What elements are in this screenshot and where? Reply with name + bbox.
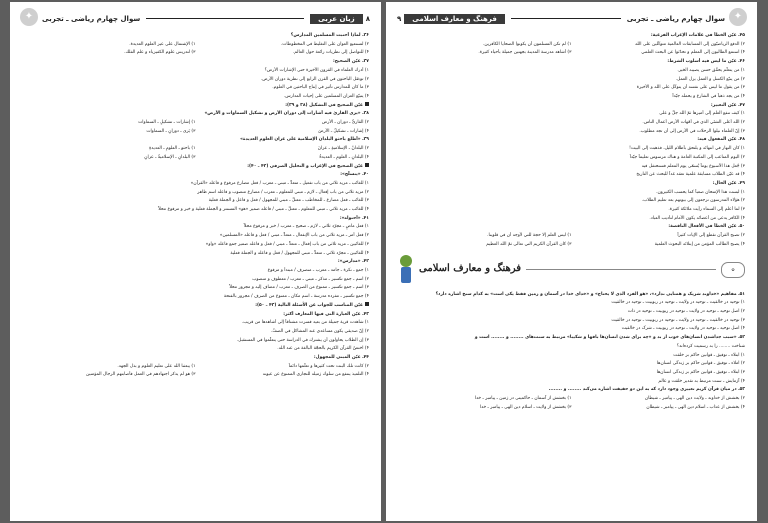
- answer-option: ۴) یتبیّع العزان المسلمین على إحیات المدارس.: [283, 93, 369, 99]
- question-list: [398, 32, 745, 515]
- question-stem: ۵۲ـ «سبب جداشدن انسان‌های خوب از بد و «چه برای شدن انسان‌ها بافها و شکیبا» مرتبط به سنت‌های ........ و ........ است و: [474, 335, 745, 341]
- option-row: [22, 371, 369, 380]
- square-bullet-icon: [365, 302, 369, 306]
- answer-option: ۲) من ینبّع الكسل و العمل یزل العمل.: [675, 76, 745, 82]
- answer-option: ۱) توحید در خالقیت ـ توحید در ولایت ـ توحید در ربوبیت ـ توحید در خالقیت: [611, 300, 745, 306]
- seal-icon: ✿: [721, 262, 745, 278]
- option-row: [22, 119, 369, 128]
- section-banner: [398, 253, 745, 287]
- option-row: [22, 49, 369, 58]
- question-stem: ۴۰ـ «یتسلّح»:: [340, 172, 369, 178]
- answer-option: ۳) لتدریس علوم الكفیزیاء و علم الفلك.: [124, 50, 196, 56]
- answer-option: ۲) القارئُ ـ دوران ـ الأرض: [321, 120, 369, 126]
- answer-option: ۲) اصل توحید ـ توحید در ولایت ـ توحید در ربوبیت ـ توحید در ذات: [627, 308, 745, 314]
- answer-option: ۱) یبعثنا الله علی تعلیم العلوم و بذل الجهد.: [117, 363, 196, 369]
- answer-option: ۲) فعل أمر ـ مزید ثلاثي من باب الإنفعال ـ متعدٍّ ـ مبني / فعل و فاعله «المسلمین»: [219, 233, 369, 239]
- header-divider: [511, 18, 621, 20]
- answer-option: ۴) التلمیذ ینتفع من سلوك زمیله للتجاري الممنوع عن عیونه: [262, 372, 369, 378]
- answer-option: ۴) یصبح الطالب المؤمن من إبتلائه البحوث العلمیة: [654, 241, 745, 247]
- answer-option: ۱) من یتعلّم یحقّق حسن یصیبه الخیر.: [677, 67, 745, 73]
- question-stem: ۳۹ـ «أطلع باحثو البلدان الإسلامیة على عزان العلوم العدیدة»: [240, 137, 369, 143]
- answer-option: شناخت ........ را به رسمیت کرده‌اند؟: [676, 343, 745, 349]
- answer-option: ۱) الإشتمال على عیز العلوم العدیدة.: [129, 41, 196, 47]
- answer-option: ۳) جُعل هذا الأسبوع یوماً یُسمّى یوم المعلم فستحتفل فیه: [641, 163, 745, 169]
- answer-option: ۱) ابتلاء ـ توفیق ـ قوانین حاکم بر خلقت: [673, 352, 745, 358]
- answer-option: ۲) توصّل الباحثون في القرن الرابع إلی نظریة دوران الأرض.: [260, 76, 369, 82]
- answer-option: ۴) للتواصل إلى نظریات رائعة حول العالم.: [292, 50, 369, 56]
- option-row: [22, 363, 369, 372]
- option-row: [22, 154, 369, 163]
- answer-option: ۱) شاهدت قریة جمیلة من بعید فسرت مشتاقاً إلی أشاهدها من قریب.: [241, 320, 369, 326]
- answer-option: ۲) الدفع الریاضیّون إلی المسابقات العالمیة متوكّلین على الله: [635, 41, 745, 47]
- answer-option: ۱) كیف تنفع العلم إلی أمیرها ثمّ الله جلّ و علی: [659, 111, 745, 117]
- question-stem: ۴۷ـ عیّن التعبیر:: [710, 102, 745, 108]
- header-title: فرهنگ و معارف اسلامی: [404, 14, 505, 24]
- answer-option: ۲) كانت تلك البنت تحت كثیرها و تعلّمها دائماً: [288, 363, 369, 369]
- question-stem: ۳۷ـ عیّن الصحیح:: [332, 59, 369, 65]
- section-heading-text: عیّن الصحیح في التشکیل (۳۸ و ۳۹):: [285, 102, 363, 108]
- question-stem: ۴۹ـ عیّن الحال:: [712, 180, 745, 186]
- header-subtitle: سوال چهارم ریاضی ـ تجربی: [626, 14, 725, 23]
- answer-option: ۱) كان النهار في انتهائه و یلتحق بأظلام اللیل، فذهبت إلی البیت!: [629, 146, 745, 152]
- right-page: [386, 2, 757, 521]
- answer-option: ۴) جمع تكسیر ـ مفرده مدرسة ـ اسم مكان ـ ممنوع من الصرف / مجرور بالفتحة: [223, 294, 369, 300]
- answer-option: ۱) باحثو ـ العلومِ ـ العدیدةِ: [149, 146, 196, 152]
- answer-option: ۳) إن الطلاب یحاولون أن یشترك في الدراسة حتی یتعلّموا في المستقبل.: [236, 337, 369, 343]
- option-row: [398, 41, 745, 50]
- answer-option: ۳) اسم ـ جمع تكسیر ـ ممنوع من الصرف ـ معرب / مضاف إلیه و مجرور محلاً: [229, 285, 369, 291]
- answer-option: ۳) توحید در خالقیت ـ توحید در ولایت ـ توحید در ربوبیت ـ توحید در خالقیت: [611, 317, 745, 323]
- square-bullet-icon: [365, 163, 369, 167]
- option-row: [22, 41, 369, 50]
- answer-option: ۲) بخشش از خداوند ـ ولایت دین الهی ـ پیامبر ـ شیطان: [644, 396, 745, 402]
- answer-option: ۳) أشاهد مدرسة المدینة بجهتین جمیلة بأحیاء كثیرة.: [478, 50, 572, 56]
- option-row: [398, 232, 745, 241]
- option-row: [398, 241, 745, 250]
- answer-option: ۱) بخشش از آسمان ـ حاکمیتی در زمین ـ پیامبر ـ خدا: [474, 396, 572, 402]
- answer-option: ۳) للغائب ـ فعل مضارع ـ للمخاطب ـ معتلّ ـ مبني للمجهول / فعل و فاعل و الجملة فعلیة: [208, 198, 369, 204]
- answer-option: ۳) من یقول ما لیس على نفسه أن یتوكّل على الله و الأخیرة: [636, 85, 745, 91]
- answer-option: ۱) للغائب ـ مزید ثلاثي من باب تفعیل ـ متعدٍّ ـ مبني ـ معرب / فعل مضارع مرفوع و فاعله «القرآن»: [190, 180, 369, 186]
- question-stem: ۳۶ـ لماذا أحتبت المسلمين المدارس؟: [290, 33, 369, 38]
- answer-option: ۴) اصل توحید ـ توحید در ولایت ـ توحید در ربوبیت ـ شرک در خالقیت: [621, 326, 745, 332]
- answer-option: ۲) لتستعیع العوان على التغلیظ في المخطوطات.: [280, 41, 369, 47]
- question-stem: ۴۳ـ عیّن العبارة التي فیها المعارف أكثر:: [283, 311, 369, 317]
- question-stem: ۴۶ـ عیّن ما لیس فیه أسلوب الشرط:: [667, 59, 745, 65]
- answer-option: ۲) البلدانُ ـ الإسلامیةِ ـ عزانَ: [317, 146, 369, 152]
- answer-option: ۴) اختصّ القرآن الكریم بالحجّة البالغة من عند الله.: [277, 346, 369, 352]
- answer-option: ۱) فعل ماضٍ ـ مجرّد ثلاثي ـ لازم ـ صحیح ـ معرب / خبر و مرفوع محلاً: [243, 224, 369, 230]
- character-illustration-icon: [398, 255, 414, 285]
- answer-option: ۳) للغائبین ـ مزید ثلاثي من باب إفعال ـ متعدٍّ ـ مبني / فعل و فاعله ضمیر جمع فاعله «واو»: [205, 241, 369, 247]
- answer-option: ۲) املاء ـ توفیق ـ قوانین حاکم بر زندگی انسان‌ها: [656, 361, 745, 367]
- answer-option: ۲) الیوم المتاعب إلی المكتبة العامة و هناك مرسوس تعلیماً جیّداً: [629, 154, 745, 160]
- answer-option: ۱) لبست هذا الإمتحان صعباً كما یحسب الكثیرون.: [656, 189, 745, 195]
- answer-option: ۱) لم تكن المسلمون أن یكونوا الضحایا الكافرین.: [482, 41, 572, 47]
- question-stem: ۴۴ـ عیّن المبني للمجهول:: [313, 355, 369, 361]
- page-header: [394, 12, 725, 25]
- section-heading: [22, 302, 369, 311]
- option-row: [22, 128, 369, 137]
- page-header: [42, 12, 373, 25]
- page-number: ۹: [397, 14, 402, 23]
- square-bullet-icon: [365, 102, 369, 106]
- header-title: زبان عربی: [310, 14, 363, 24]
- answer-option: ۱) لیس العلم إلا حجة للتي لأوجه أن في قلوبنا.: [487, 233, 572, 239]
- answer-option: ۳) هو لم یذکر اجتهادهم في العمل فأصابتهم الرجال المؤمنین: [85, 372, 196, 378]
- answer-option: ۳) ما كان للمدارس تأثیر في إنتاج الباحثین في العلوم.: [272, 85, 369, 91]
- option-row: [398, 404, 745, 413]
- answer-option: ۴) من یجد ذهباً في الشارع و یحمله جیّداً: [672, 93, 745, 99]
- answer-option: ۴) بخشش از عذاب ـ اسلام دین الهی ـ پیامبر ـ شیطان: [646, 404, 745, 410]
- answer-option: ۲) تصبح القرآن تقطع إلى الإیات كثیراً: [677, 233, 745, 239]
- answer-option: ۲) مزید ثلاثي من باب إفعال ـ لازم ـ مبني للمعلوم ـ معرب / مضارع منصوب و فاعله اسم ظاهر: [197, 189, 369, 195]
- question-stem: ۴۲ـ «مدارس»:: [337, 259, 369, 265]
- answer-option: ۱) جمع ـ نكرة ـ جامد ـ معرب ـ منصرف / مبتدأ و مرفوع: [267, 267, 369, 273]
- question-stem: ۵۰ـ عیّن الخطأ في الأفعال الناقصة:: [668, 224, 745, 230]
- question-stem: ۴۱ـ «أحتواه»:: [339, 215, 369, 221]
- option-row: [22, 145, 369, 154]
- answer-option: ۴) إشارات ـ تشکیلُ ـ الأرضَ: [318, 128, 369, 134]
- question-stem: ۴۸ـ عیّن المفعول فیه:: [697, 137, 745, 143]
- header-divider: [146, 18, 304, 20]
- section-heading: [22, 163, 369, 172]
- question-stem: ۳۸ـ «یرى القارئ فیه أشارات إلی دوران الأرض و تشکیل السماوات و الأرض»: [204, 111, 369, 117]
- answer-option: ۴) استمع الطالبون إلی المعلم و تحدّثوا عن البحث العلمي: [641, 50, 745, 56]
- answer-option: ۴) قد عیّن الطلاب مسابقة علمیة تعقد غداً للبحث عن التاریخ: [636, 172, 745, 178]
- publisher-logo-icon: ✦: [729, 8, 747, 26]
- section-heading-text: عیّن الصحیح في الإعراب و التحلیل الصرفي (۴۲ ـ ۴۰):: [247, 163, 363, 169]
- answer-option: ۳) كان القرآن الكریم التي تعالی ثمّ الله العظیم: [486, 241, 572, 247]
- question-list: [22, 32, 369, 515]
- answer-option: ۳) ابتلاء ـ توفیق ـ قوانین حاکم بر زندگی انسان‌ها: [656, 369, 745, 375]
- section-title: فرهنگ و معارف اسلامی: [419, 263, 522, 275]
- left-page: [10, 2, 381, 521]
- answer-option: ۲) هؤلاء المدرسون ترجعون إلی بیوتهم بعد تعلیم الطلاب.: [641, 198, 745, 204]
- page-number: ۸: [365, 14, 370, 23]
- question-stem: ۴۵ـ عیّن الخطأ في علامات الإعراب الفرعیة:: [650, 33, 745, 38]
- answer-option: ۴) الكافر یدعی من أعضائه یكون الأمام لتأدیب العباد.: [649, 215, 745, 221]
- answer-option: ۳) إنّ العلماء نیلوا الرحلات في الأرض إلی أن تجد مطلوب.: [639, 128, 745, 134]
- answer-option: ۳) لما أعلم إلی السماء رأیت ملائكة كثیرة.: [668, 207, 745, 213]
- option-row: [398, 49, 745, 58]
- answer-option: ۲) اسم ـ جمع تكسیر ـ مذكر ـ مبني ـ معرب / معطوف و منصوب: [252, 276, 369, 282]
- answer-option: ۴) للغائبین ـ مجرّد ثلاثي ـ متعدٍّ ـ مبني للمجهول / فعل و فاعله و الجملة فعلیة: [230, 250, 369, 256]
- banner-divider: [526, 269, 716, 270]
- answer-option: ۳) البلدانِ ـ الإسلامیةُ ـ عزانِ: [144, 154, 196, 160]
- answer-option: ۴) للغائب ـ مزید ثلاثي ـ مبني للمعلوم ـ معتلّ ـ مبني / فاعله ضمیر «هو» المستتر و الجملة فعلیة و خبر و مرفوع محلاً: [158, 207, 369, 213]
- publisher-logo-icon: ✦: [20, 8, 38, 26]
- answer-option: ۲) الله أعلى الشئي الذي في أمّهات الأرض أعمال الناس.: [642, 120, 745, 126]
- answer-option: ۲) إنّ صدیقي یكون مساعدي عند المشاكل في الصفّ.: [270, 328, 369, 334]
- option-row: [398, 395, 745, 404]
- answer-option: ۱) أدرك العلماء في القرون الأخیرة حتی الإشارات الأرض؟: [264, 67, 369, 73]
- answer-option: ۳) یَرى ـ دورانِ ـ السماوات: [146, 128, 196, 134]
- question-stem: ۵۳ـ در میان قرآن کریم تعبیری وجود دارد که به این دو حقیقت اشاره می‌کند ........ و ........: [548, 387, 745, 393]
- section-heading: [22, 102, 369, 111]
- header-subtitle: سوال چهارم ریاضی ـ تجربی: [42, 14, 141, 23]
- question-stem: ۵۱ـ مفاهیم «خداوند شریک و همتایی ندارد»، «هو الفرد الذی لا یحتاج» و «خدای خدا در آسمان و زمین فقط یکی است» به کدام سنخ اشاره دارد؟: [435, 291, 745, 297]
- answer-option: ۴) البلدانِ ـ العلومِ ـ العدیدةُ: [319, 154, 369, 160]
- answer-option: ۴) آزمایش ـ سنت مرتبط به تقدیر خلقت و عالم: [658, 378, 745, 384]
- answer-option: ۳) بخشش از ولایت ـ اسلام دین الهی ـ پیامبر ـ خدا: [479, 404, 572, 410]
- section-heading-text: عیّن المناسب للجواب عن الأسئلة التالیة (۴۳ ـ ۵۰):: [255, 302, 363, 308]
- answer-option: ۱) إشارات ـ تشکیلِ ـ السماوات: [138, 120, 196, 126]
